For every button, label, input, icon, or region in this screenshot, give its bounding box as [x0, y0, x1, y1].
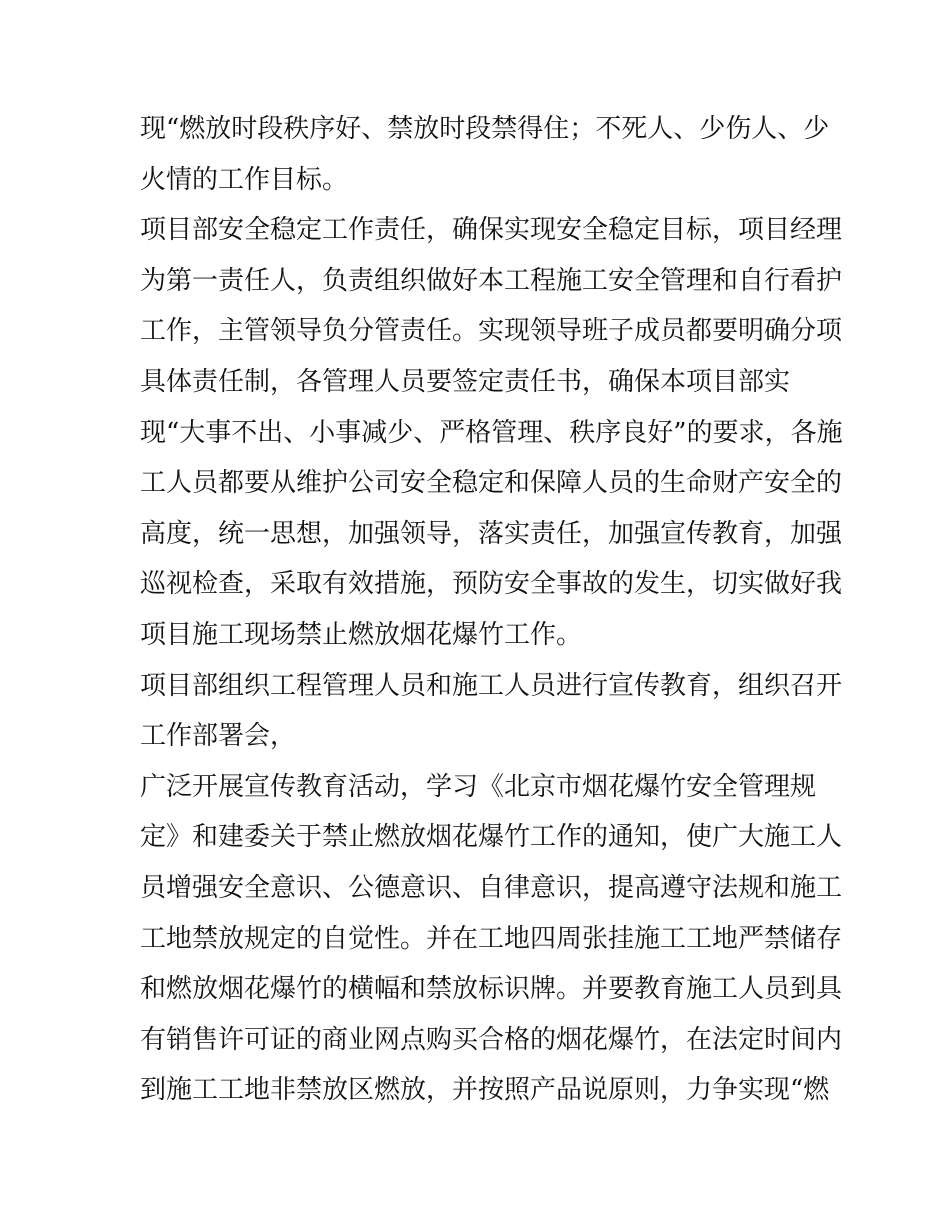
text-line: 有销售许可证的商业网点购买合格的烟花爆竹，在法定时间内	[140, 1024, 843, 1055]
text-line: 巡视检查，采取有效措施，预防安全事故的发生，切实做好我	[140, 569, 843, 600]
text-line: 为第一责任人，负责组织做好本工程施工安全管理和自行看护	[140, 265, 843, 296]
text-line: 到施工工地非禁放区燃放，并按照产品说原则，力争实现“燃	[140, 1075, 830, 1106]
text-line: 定》和建委关于禁止燃放烟花爆竹工作的通知，使广大施工人	[140, 822, 843, 853]
text-line: 和燃放烟花爆竹的横幅和禁放标识牌。并要教育施工人员到具	[140, 974, 843, 1005]
text-line: 火情的工作目标。	[140, 164, 349, 195]
text-line: 工人员都要从维护公司安全稳定和保障人员的生命财产安全的	[140, 468, 843, 499]
text-line: 现“燃放时段秩序好、禁放时段禁得住；不死人、少伤人、少	[140, 114, 830, 144]
text-line: 工地禁放规定的自觉性。并在工地四周张挂施工工地严禁储存	[140, 923, 843, 954]
text-line: 工作部署会，	[140, 721, 297, 752]
text-line: 具体责任制，各管理人员要签定责任书，确保本项目部实	[140, 366, 791, 397]
text-line: 项目部组织工程管理人员和施工人员进行宣传教育，组织召开	[140, 670, 843, 701]
text-line: 高度，统一思想，加强领导，落实责任，加强宣传教育，加强	[140, 518, 843, 549]
text-line: 广泛开展宣传教育活动，学习《北京市烟花爆竹安全管理规	[140, 771, 817, 802]
body-text	[140, 104, 843, 1116]
text-line: 项目部安全稳定工作责任，确保实现安全稳定目标，项目经理	[140, 215, 843, 246]
text-line: 项目施工现场禁止燃放烟花爆竹工作。	[140, 619, 583, 650]
text-line: 现“大事不出、小事减少、严格管理、秩序良好”的要求，各施	[140, 417, 843, 448]
text-line: 工作，主管领导负分管责任。实现领导班子成员都要明确分项	[140, 316, 843, 347]
text-line: 员增强安全意识、公德意识、自律意识，提高遵守法规和施工	[140, 872, 843, 903]
